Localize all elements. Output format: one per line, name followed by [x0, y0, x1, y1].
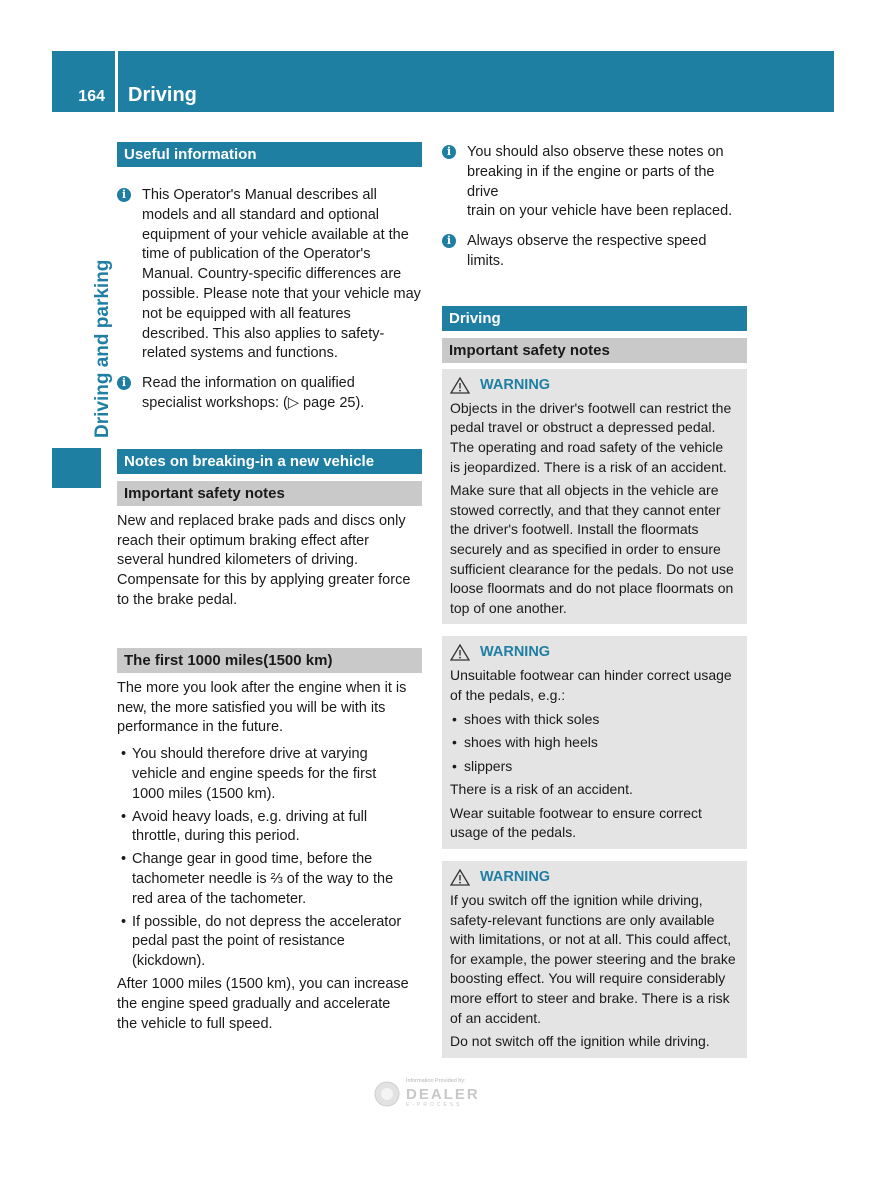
side-tab-marker	[52, 448, 101, 488]
info-note-workshops	[117, 374, 422, 414]
warning-triangle-icon	[450, 644, 470, 661]
warning-text: Wear suitable footwear to ensure correct usage of the pedals.	[450, 804, 702, 841]
warning-text: Unsuitable footwear can hinder correct usage of the pedals, e.g.:	[450, 667, 732, 703]
dealer-eprocess-logo	[372, 1074, 504, 1110]
bullet-item: • shoes with high heels	[452, 734, 598, 751]
info-text: This Operator's Manual describes all models and all standard and optional equipment of your vehicle available at the time of publication of the Operator's Manual. Country-specific differences are possible. Please note that your vehicle may not be equipped with all features described. This also applies to safety- related systems and functions.	[142, 187, 421, 362]
chapter-title: Driving	[128, 84, 197, 106]
info-note-manual	[117, 186, 422, 364]
info-icon: i	[442, 145, 456, 159]
chapter-header-bar	[118, 51, 834, 112]
info-note-speed-limits	[442, 232, 747, 272]
bullet-item: • slippers	[452, 757, 513, 774]
info-icon: i	[117, 188, 131, 202]
info-text: Always observe the respective speed limits.	[467, 233, 707, 269]
warning-box-ignition	[442, 861, 747, 1058]
warning-text: Make sure that all objects in the vehicle are stowed correctly, and that they cannot enter the driver's footwell. Install the floormats securely and as specified in order to ensure sufficient clearance for the pedals. Do not use loose floormats and do not place floormats on top of one another.	[450, 482, 734, 616]
info-text: You should also observe these notes on breaking in if the engine or parts of the drive train on your vehicle have been replaced.	[467, 144, 733, 220]
warning-title: WARNING	[450, 375, 739, 395]
warning-box-footwear	[442, 636, 747, 849]
page-number-box	[52, 51, 115, 112]
svg-text:E-PROCESS: E-PROCESS	[406, 1102, 463, 1108]
bullet-item: • You should therefore drive at varying vehicle and engine speeds for the first 1000 miles (1500 km).	[121, 746, 377, 802]
page-number: 164	[78, 88, 105, 105]
bullet-item: • Avoid heavy loads, e.g. driving at full throttle, during this period.	[121, 808, 368, 845]
svg-text:DEALER: DEALER	[406, 1086, 480, 1103]
left-column	[117, 142, 422, 1034]
subheading-safety-notes: Important safety notes	[117, 481, 422, 506]
section-heading-breaking-in: Notes on breaking-in a new vehicle	[117, 449, 422, 474]
info-note-replaced-parts	[442, 143, 747, 222]
bullet-item: • shoes with thick soles	[452, 710, 600, 727]
first-miles-outro: After 1000 miles (1500 km), you can increase the engine speed gradually and accelerate the vehicle to full speed.	[117, 975, 409, 1032]
bullet-item: • If possible, do not depress the accelerator pedal past the point of resistance (kickdown).	[121, 913, 402, 970]
warning-triangle-icon	[450, 377, 470, 394]
section-heading-driving: Driving	[442, 306, 747, 331]
warning-text: Do not switch off the ignition while driving.	[450, 1033, 710, 1050]
warning-triangle-icon	[450, 869, 470, 886]
side-tab-label: Driving and parking	[92, 259, 113, 438]
first-miles-intro: The more you look after the engine when it is new, the more satisfied you will be with its performance in the future.	[117, 679, 407, 736]
warning-title: WARNING	[450, 642, 739, 662]
breaking-in-text: New and replaced brake pads and discs only reach their optimum braking effect after several hundred kilometers of driving. Compensate for this by applying greater force to the brake pedal.	[117, 512, 411, 608]
warning-text: Objects in the driver's footwell can restrict the pedal travel or obstruct a depressed pedal. The operating and road safety of the vehicle is jeopardized. There is a risk of an accident.	[450, 399, 732, 475]
warning-text: There is a risk of an accident.	[450, 781, 633, 798]
section-heading-useful-information: Useful information	[117, 142, 422, 167]
right-column	[442, 143, 747, 1058]
subheading-first-miles: The first 1000 miles(1500 km)	[117, 648, 422, 673]
info-icon: i	[442, 234, 456, 248]
info-text: Read the information on qualified specialist workshops: (▷ page 25).	[142, 375, 365, 411]
bullet-item: • Change gear in good time, before the tachometer needle is ⅔ of the way to the red area of the tachometer.	[121, 851, 394, 907]
warning-box-footwell	[442, 369, 747, 625]
subheading-safety-notes: Important safety notes	[442, 338, 747, 363]
info-icon: i	[117, 376, 131, 390]
warning-title: WARNING	[450, 867, 739, 887]
svg-text:Information Provided by:: Information Provided by:	[406, 1078, 466, 1084]
warning-text: If you switch off the ignition while driving, safety-relevant functions are only available with limitations, or not at all. This could affect, for example, the power steering and the brake boosting effect. You will require considerably more effort to steer and brake. There is a risk of an accident.	[450, 892, 736, 1026]
page-reference-link[interactable]: specialist workshops: (▷ page 25).	[142, 394, 365, 411]
